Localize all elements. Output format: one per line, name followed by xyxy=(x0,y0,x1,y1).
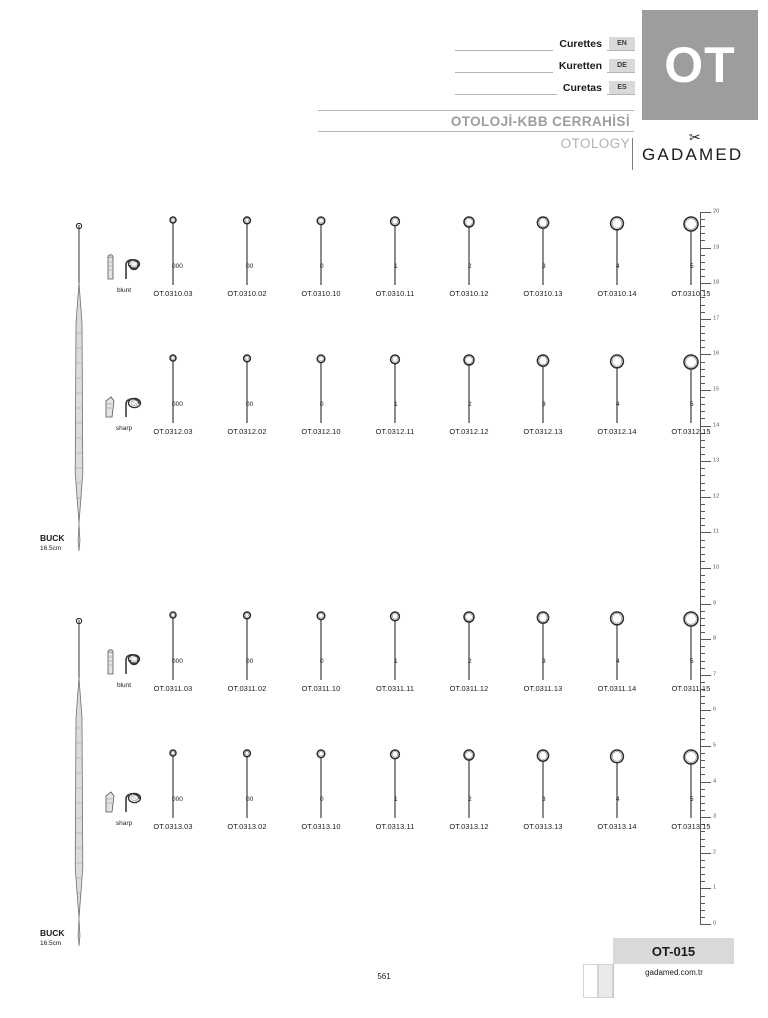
divider xyxy=(455,72,635,73)
instrument-image xyxy=(432,351,506,427)
instrument-size: 0 xyxy=(320,658,324,665)
instrument-item[interactable] xyxy=(284,608,358,713)
instrument-size: 5 xyxy=(690,401,694,408)
instrument-code: OT.0310.13 xyxy=(523,289,563,298)
divider xyxy=(455,50,635,51)
instrument-code: OT.0312.02 xyxy=(227,427,267,436)
instrument-graphic xyxy=(358,351,432,427)
instrument-item[interactable] xyxy=(358,351,432,456)
ruler-label: 14 xyxy=(713,422,720,429)
ruler-tick-minor xyxy=(700,874,705,875)
instrument-item[interactable] xyxy=(432,746,506,851)
product-panel-buck-upper xyxy=(40,205,711,555)
ruler-label: 18 xyxy=(713,279,720,286)
instrument-size: 3 xyxy=(542,796,546,803)
instrument-item[interactable] xyxy=(136,608,210,713)
ruler-tick-minor xyxy=(700,511,705,512)
ruler-tick-minor xyxy=(700,468,705,469)
instrument-size: 00 xyxy=(246,401,254,408)
instrument-size: 00 xyxy=(246,796,254,803)
footer-code-block xyxy=(583,938,734,998)
instrument-size: 2 xyxy=(468,796,472,803)
ruler-label: 2 xyxy=(713,849,717,856)
ruler-tick-minor xyxy=(700,732,705,733)
language-name-es: Curetas xyxy=(557,81,607,95)
instrument-item[interactable] xyxy=(654,351,728,456)
instrument-item[interactable] xyxy=(284,213,358,318)
instrument-code: OT.0312.13 xyxy=(523,427,563,436)
language-code-de: DE xyxy=(609,59,635,72)
ruler-tick-minor xyxy=(700,475,705,476)
instrument-code: OT.0313.15 xyxy=(671,822,711,831)
instrument-item[interactable] xyxy=(654,746,728,851)
instrument-item[interactable] xyxy=(136,351,210,456)
instrument-image xyxy=(654,608,728,684)
ruler-tick-major xyxy=(700,532,711,533)
ruler-tick-minor xyxy=(700,860,705,861)
instrument-item[interactable] xyxy=(654,213,728,318)
language-code-en: EN xyxy=(609,37,635,50)
instrument-size: 2 xyxy=(468,263,472,270)
instrument-image xyxy=(136,608,210,684)
instrument-graphic xyxy=(210,213,284,289)
curette-handle xyxy=(70,223,88,553)
instrument-code: OT.0311.14 xyxy=(597,684,637,693)
ruler-tick-minor xyxy=(700,490,705,491)
page-number: 561 xyxy=(377,972,391,981)
instrument-image xyxy=(506,746,580,822)
instrument-row xyxy=(136,213,736,318)
instrument-image xyxy=(358,746,432,822)
ruler-tick-minor xyxy=(700,326,705,327)
instrument-item[interactable] xyxy=(654,608,728,713)
instrument-image xyxy=(136,213,210,289)
ruler-label: 1 xyxy=(713,884,717,891)
instrument-code: OT.0313.12 xyxy=(449,822,489,831)
ruler-tick-minor xyxy=(700,518,705,519)
ruler-tick-major xyxy=(700,461,711,462)
instrument-image xyxy=(654,351,728,427)
instrument-item[interactable] xyxy=(210,746,284,851)
ruler-label: 16 xyxy=(713,350,720,357)
instrument-code: OT.0311.03 xyxy=(153,684,193,693)
instrument-code: OT.0312.10 xyxy=(301,427,341,436)
instrument-code: OT.0311.11 xyxy=(375,684,415,693)
ruler-tick-minor xyxy=(700,333,705,334)
curette-handle-graphic xyxy=(70,223,88,553)
family-name: BUCK xyxy=(40,533,65,543)
ruler-tick-major xyxy=(700,853,711,854)
instrument-code: OT.0310.15 xyxy=(671,289,711,298)
instrument-image xyxy=(358,608,432,684)
instrument-code: OT.0311.10 xyxy=(301,684,341,693)
divider xyxy=(632,138,633,170)
instrument-item[interactable] xyxy=(506,746,580,851)
ruler-label: 4 xyxy=(713,778,717,785)
instrument-row xyxy=(136,351,736,456)
ruler-label: 12 xyxy=(713,493,720,500)
instrument-size: 4 xyxy=(616,796,620,803)
ruler-label: 19 xyxy=(713,244,720,251)
ruler-tick-minor xyxy=(700,540,705,541)
ruler-tick-major xyxy=(700,924,711,925)
instrument-graphic xyxy=(284,746,358,822)
instrument-graphic xyxy=(654,351,728,427)
footer-swatch-grey xyxy=(598,964,613,998)
ruler-tick-major xyxy=(700,568,711,569)
product-panel-buck-lower xyxy=(40,600,711,950)
instrument-graphic xyxy=(136,351,210,427)
ruler-tick-minor xyxy=(700,718,705,719)
instrument-item[interactable] xyxy=(432,213,506,318)
instrument-size: 5 xyxy=(690,658,694,665)
instrument-size: 2 xyxy=(468,658,472,665)
instrument-image xyxy=(284,351,358,427)
instrument-graphic xyxy=(654,213,728,289)
instrument-image xyxy=(580,608,654,684)
section-badge xyxy=(642,10,758,120)
language-name-de: Kuretten xyxy=(553,59,607,73)
instrument-image xyxy=(136,746,210,822)
ruler-tick-minor xyxy=(700,340,705,341)
instrument-image xyxy=(210,746,284,822)
instrument-graphic xyxy=(210,746,284,822)
instrument-item[interactable] xyxy=(432,608,506,713)
instrument-code: OT.0310.03 xyxy=(153,289,193,298)
instrument-size: 0 xyxy=(320,796,324,803)
instrument-row xyxy=(136,746,736,851)
instrument-graphic xyxy=(432,608,506,684)
brand-logo xyxy=(642,128,744,170)
instrument-size: 1 xyxy=(394,263,398,270)
instrument-code: OT.0310.10 xyxy=(301,289,341,298)
ruler-tick-minor xyxy=(700,347,705,348)
page-title-tr: OTOLOJİ-KBB CERRAHİSİ xyxy=(450,114,630,129)
divider xyxy=(455,94,635,95)
instrument-code: OT.0313.14 xyxy=(597,822,637,831)
ruler-tick-major xyxy=(700,319,711,320)
ruler-label: 15 xyxy=(713,386,720,393)
instrument-image xyxy=(506,351,580,427)
family-size: 16.5cm xyxy=(40,940,62,947)
section-badge-label: OT xyxy=(664,37,736,93)
instrument-image xyxy=(284,746,358,822)
ruler-label: 11 xyxy=(713,528,719,535)
footer-code-band xyxy=(613,938,734,964)
footer-code: OT-015 xyxy=(651,943,696,959)
instrument-size: 000 xyxy=(172,658,183,665)
instrument-code: OT.0313.11 xyxy=(375,822,415,831)
ruler-tick-minor xyxy=(700,483,705,484)
instrument-size: 5 xyxy=(690,263,694,270)
ruler-label: 17 xyxy=(713,315,720,322)
ruler-label: 20 xyxy=(713,208,720,215)
instrument-code: OT.0313.03 xyxy=(153,822,193,831)
instrument-code: OT.0310.02 xyxy=(227,289,267,298)
instrument-size: 0 xyxy=(320,401,324,408)
instrument-graphic xyxy=(654,746,728,822)
instrument-graphic xyxy=(580,351,654,427)
instrument-image xyxy=(358,213,432,289)
tip-caption: blunt xyxy=(116,287,132,294)
ruler-tick-minor xyxy=(700,867,705,868)
ruler-tick-minor xyxy=(700,561,705,562)
instrument-size: 2 xyxy=(468,401,472,408)
ruler-tick-minor xyxy=(700,896,705,897)
language-row-es xyxy=(455,78,635,97)
instrument-size: 3 xyxy=(542,263,546,270)
instrument-graphic xyxy=(136,746,210,822)
instrument-image xyxy=(432,213,506,289)
instrument-image xyxy=(432,746,506,822)
language-code-es: ES xyxy=(609,81,635,94)
instrument-code: OT.0310.14 xyxy=(597,289,637,298)
instrument-code: OT.0311.12 xyxy=(449,684,489,693)
instrument-graphic xyxy=(358,746,432,822)
instrument-graphic xyxy=(432,213,506,289)
instrument-size: 000 xyxy=(172,401,183,408)
language-name-en: Curettes xyxy=(553,37,607,51)
page-title xyxy=(318,110,634,153)
instrument-item[interactable] xyxy=(506,351,580,456)
ruler-label: 9 xyxy=(713,600,717,607)
tip-caption: sharp xyxy=(115,820,133,827)
instrument-code: OT.0313.02 xyxy=(227,822,267,831)
instrument-code: OT.0313.13 xyxy=(523,822,563,831)
language-row-en xyxy=(455,34,635,53)
divider xyxy=(318,131,634,132)
ruler-tick-major xyxy=(700,888,711,889)
instrument-size: 000 xyxy=(172,796,183,803)
instrument-image xyxy=(580,351,654,427)
instrument-graphic xyxy=(284,213,358,289)
instrument-image xyxy=(506,213,580,289)
instrument-item[interactable] xyxy=(506,608,580,713)
instrument-size: 0 xyxy=(320,263,324,270)
ruler-tick-minor xyxy=(700,910,705,911)
ruler-tick-minor xyxy=(700,739,705,740)
instrument-item[interactable] xyxy=(580,746,654,851)
ruler-tick-minor xyxy=(700,881,705,882)
ruler-label: 8 xyxy=(713,635,717,642)
ruler-tick-minor xyxy=(700,725,705,726)
instrument-row xyxy=(136,608,736,713)
brand-name: GADAMED xyxy=(642,145,744,164)
instrument-size: 00 xyxy=(246,658,254,665)
instrument-image xyxy=(210,608,284,684)
ruler-label: 7 xyxy=(713,671,717,678)
ruler-tick-minor xyxy=(700,582,705,583)
instrument-size: 3 xyxy=(542,401,546,408)
instrument-image xyxy=(136,351,210,427)
instrument-graphic xyxy=(506,746,580,822)
ruler-tick-minor xyxy=(700,917,705,918)
instrument-image xyxy=(358,351,432,427)
ruler-label: 3 xyxy=(713,813,717,820)
instrument-image xyxy=(210,213,284,289)
ruler-label: 0 xyxy=(713,920,717,927)
instrument-code: OT.0311.13 xyxy=(523,684,563,693)
scissors-icon: ✂ xyxy=(688,128,701,146)
ruler-tick-major xyxy=(700,604,711,605)
instrument-image xyxy=(654,746,728,822)
instrument-code: OT.0312.15 xyxy=(671,427,711,436)
footer-url-band xyxy=(613,964,734,998)
instrument-graphic xyxy=(284,608,358,684)
instrument-graphic xyxy=(358,608,432,684)
instrument-size: 5 xyxy=(690,796,694,803)
curette-handle-graphic xyxy=(70,618,88,948)
instrument-graphic xyxy=(580,213,654,289)
instrument-size: 1 xyxy=(394,796,398,803)
instrument-item[interactable] xyxy=(432,351,506,456)
language-row-de xyxy=(455,56,635,75)
ruler-tick-minor xyxy=(700,554,705,555)
ruler-tick-minor xyxy=(700,575,705,576)
instrument-item[interactable] xyxy=(210,608,284,713)
instrument-item[interactable] xyxy=(506,213,580,318)
ruler-tick-minor xyxy=(700,589,705,590)
ruler-label: 10 xyxy=(713,564,720,571)
instrument-image xyxy=(580,746,654,822)
instrument-item[interactable] xyxy=(136,746,210,851)
family-size: 16.5cm xyxy=(40,545,62,552)
ruler-label: 5 xyxy=(713,742,717,749)
instrument-item[interactable] xyxy=(580,608,654,713)
instrument-code: OT.0313.10 xyxy=(301,822,341,831)
instrument-graphic xyxy=(432,351,506,427)
instrument-graphic xyxy=(506,351,580,427)
footer-url: gadamed.com.tr xyxy=(645,968,703,977)
instrument-item[interactable] xyxy=(358,608,432,713)
instrument-graphic xyxy=(136,608,210,684)
instrument-image xyxy=(580,213,654,289)
instrument-size: 4 xyxy=(616,658,620,665)
ruler-label: 13 xyxy=(713,457,720,464)
instrument-item[interactable] xyxy=(580,351,654,456)
instrument-item[interactable] xyxy=(284,351,358,456)
instrument-graphic xyxy=(654,608,728,684)
tip-caption: blunt xyxy=(116,682,132,689)
instrument-item[interactable] xyxy=(358,213,432,318)
instrument-code: OT.0312.11 xyxy=(375,427,415,436)
instrument-graphic xyxy=(580,746,654,822)
language-list xyxy=(455,34,635,100)
ruler-tick-minor xyxy=(700,547,705,548)
footer-swatch-light xyxy=(583,964,598,998)
instrument-image xyxy=(432,608,506,684)
instrument-code: OT.0311.02 xyxy=(227,684,267,693)
instrument-graphic xyxy=(284,351,358,427)
ruler-tick-minor xyxy=(700,525,705,526)
instrument-size: 3 xyxy=(542,658,546,665)
instrument-code: OT.0312.03 xyxy=(153,427,193,436)
instrument-code: OT.0311.15 xyxy=(671,684,711,693)
instrument-item[interactable] xyxy=(284,746,358,851)
instrument-item[interactable] xyxy=(210,213,284,318)
instrument-image xyxy=(284,213,358,289)
instrument-code: OT.0310.12 xyxy=(449,289,489,298)
instrument-size: 4 xyxy=(616,263,620,270)
divider xyxy=(318,110,634,111)
page-header xyxy=(0,0,768,190)
instrument-item[interactable] xyxy=(136,213,210,318)
instrument-image xyxy=(284,608,358,684)
instrument-size: 00 xyxy=(246,263,254,270)
instrument-graphic xyxy=(506,213,580,289)
ruler-label: 6 xyxy=(713,706,717,713)
instrument-graphic xyxy=(210,351,284,427)
instrument-graphic xyxy=(136,213,210,289)
instrument-image xyxy=(506,608,580,684)
instrument-size: 4 xyxy=(616,401,620,408)
instrument-image xyxy=(210,351,284,427)
instrument-graphic xyxy=(358,213,432,289)
instrument-graphic xyxy=(506,608,580,684)
instrument-graphic xyxy=(580,608,654,684)
instrument-code: OT.0312.12 xyxy=(449,427,489,436)
ruler-tick-minor xyxy=(700,504,705,505)
instrument-graphic xyxy=(210,608,284,684)
instrument-size: 1 xyxy=(394,401,398,408)
ruler-tick-minor xyxy=(700,596,705,597)
instrument-image xyxy=(654,213,728,289)
instrument-item[interactable] xyxy=(580,213,654,318)
instrument-graphic xyxy=(432,746,506,822)
family-name: BUCK xyxy=(40,928,65,938)
tip-caption: sharp xyxy=(115,425,133,432)
instrument-size: 1 xyxy=(394,658,398,665)
ruler-tick-major xyxy=(700,497,711,498)
instrument-item[interactable] xyxy=(358,746,432,851)
instrument-code: OT.0312.14 xyxy=(597,427,637,436)
curette-handle xyxy=(70,618,88,948)
instrument-code: OT.0310.11 xyxy=(375,289,415,298)
instrument-size: 000 xyxy=(172,263,183,270)
page-title-en: OTOLOGY xyxy=(560,136,630,151)
instrument-item[interactable] xyxy=(210,351,284,456)
ruler-tick-minor xyxy=(700,903,705,904)
